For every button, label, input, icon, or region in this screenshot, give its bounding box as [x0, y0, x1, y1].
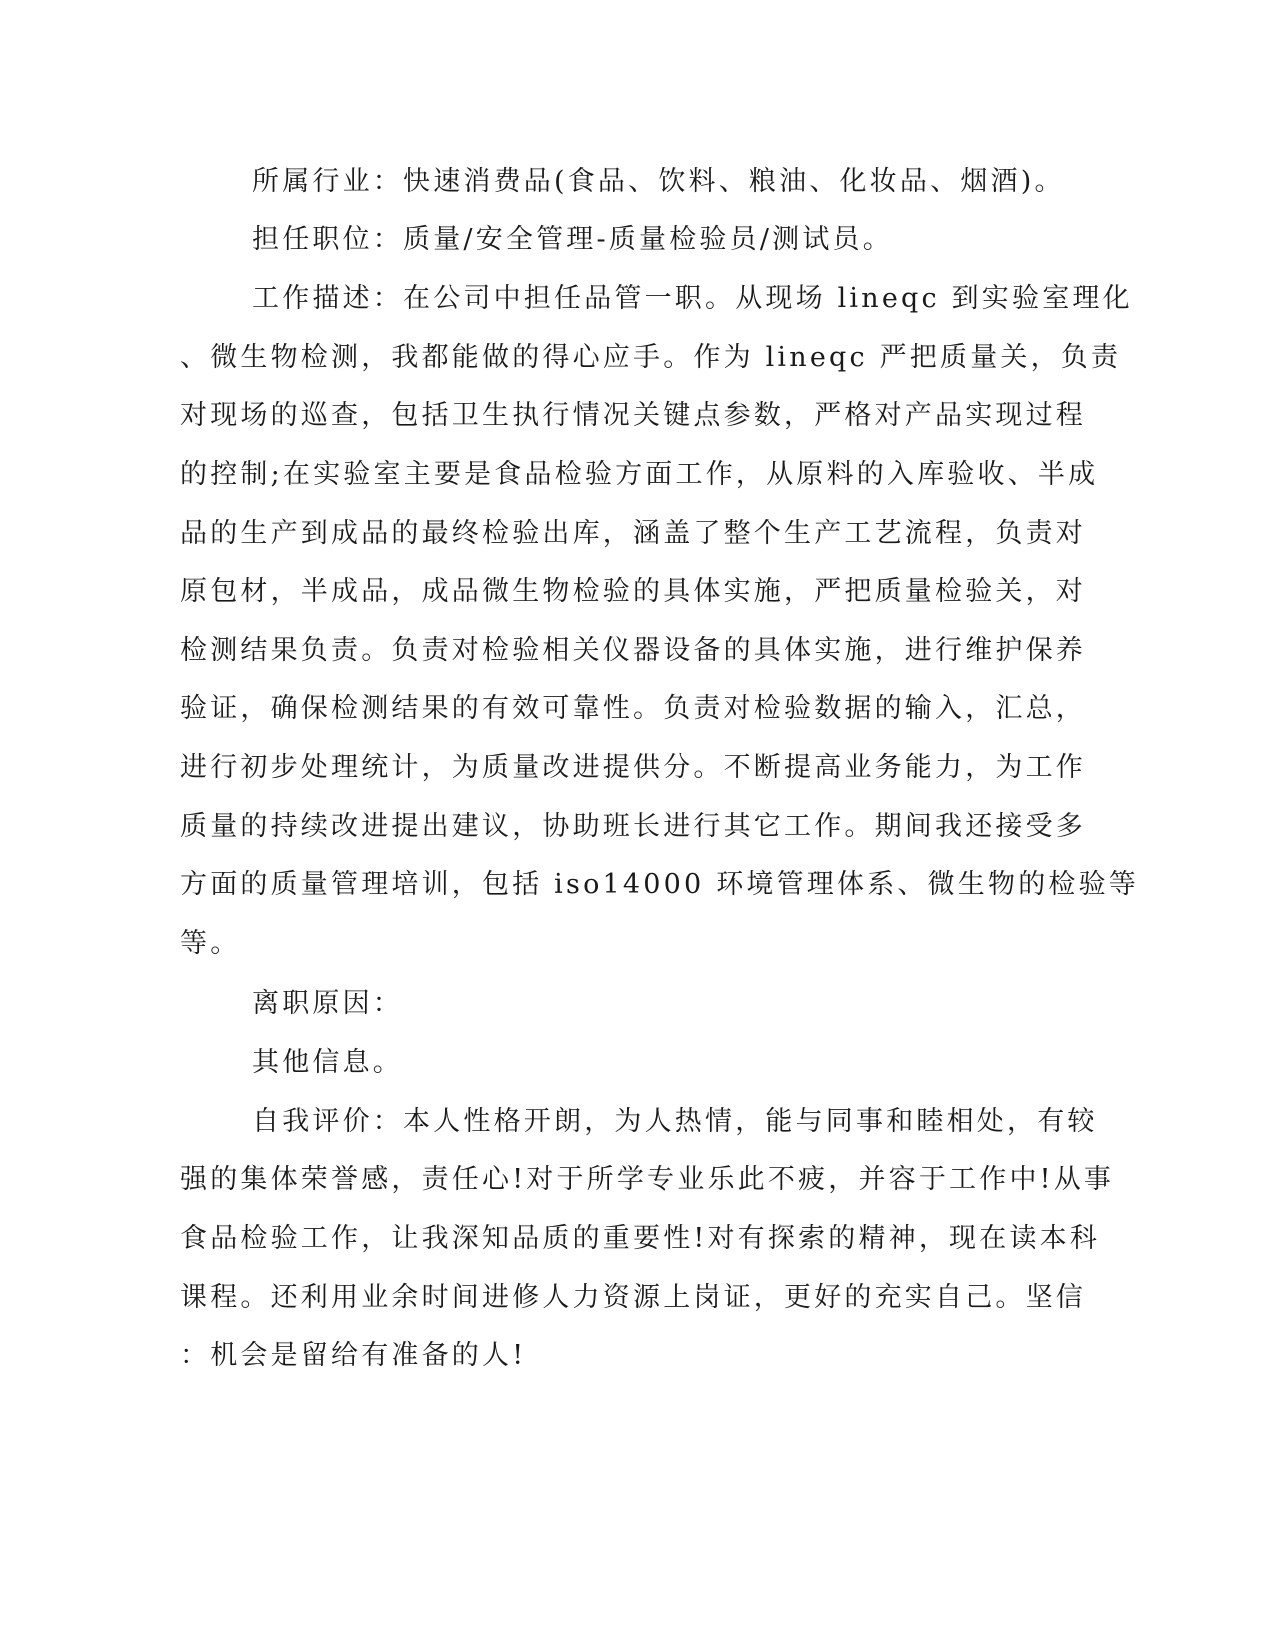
self-evaluation-line-4: 课程。还利用业余时间进修人力资源上岗证，更好的充实自己。坚信 [180, 1282, 1086, 1313]
job-description-line-2: 、微生物检测，我都能做的得心应手。作为 lineqc 严把质量关，负责 [180, 342, 1122, 373]
leaving-reason-line: 离职原因： [252, 988, 403, 1019]
job-description-line-5: 品的生产到成品的最终检验出库，涵盖了整个生产工艺流程，负责对 [180, 518, 1086, 549]
job-description-line-1: 工作描述：在公司中担任品管一职。从现场 lineqc 到实验室理化 [252, 283, 1133, 314]
self-evaluation-line-2: 强的集体荣誉感，责任心!对于所学专业乐此不疲，并容于工作中!从事 [180, 1164, 1115, 1195]
job-description-line-9: 进行初步处理统计，为质量改进提供分。不断提高业务能力，为工作 [180, 752, 1086, 783]
job-description-line-10: 质量的持续改进提出建议，协助班长进行其它工作。期间我还接受多 [180, 811, 1086, 842]
other-info-line: 其他信息。 [252, 1047, 403, 1078]
job-description-line-7: 检测结果负责。负责对检验相关仪器设备的具体实施，进行维护保养 [180, 635, 1086, 666]
self-evaluation-line-3: 食品检验工作，让我深知品质的重要性!对有探索的精神，现在读本科 [180, 1223, 1101, 1254]
job-description-line-12: 等。 [180, 928, 241, 959]
industry-line: 所属行业：快速消费品(食品、饮料、粮油、化妆品、烟酒)。 [252, 166, 1065, 197]
self-evaluation-line-1: 自我评价：本人性格开朗，为人热情，能与同事和睦相处，有较 [252, 1106, 1098, 1137]
job-description-line-11: 方面的质量管理培训，包括 iso14000 环境管理体系、微生物的检验等 [180, 869, 1140, 900]
job-description-line-6: 原包材，半成品，成品微生物检验的具体实施，严把质量检验关，对 [180, 576, 1086, 607]
job-description-line-8: 验证，确保检测结果的有效可靠性。负责对检验数据的输入，汇总， [180, 693, 1086, 724]
position-line: 担任职位：质量/安全管理-质量检验员/测试员。 [252, 224, 893, 255]
self-evaluation-line-5: ：机会是留给有准备的人! [180, 1340, 527, 1371]
job-description-line-4: 的控制;在实验室主要是食品检验方面工作，从原料的入库验收、半成 [180, 459, 1099, 490]
job-description-line-3: 对现场的巡查，包括卫生执行情况关键点参数，严格对产品实现过程 [180, 400, 1086, 431]
